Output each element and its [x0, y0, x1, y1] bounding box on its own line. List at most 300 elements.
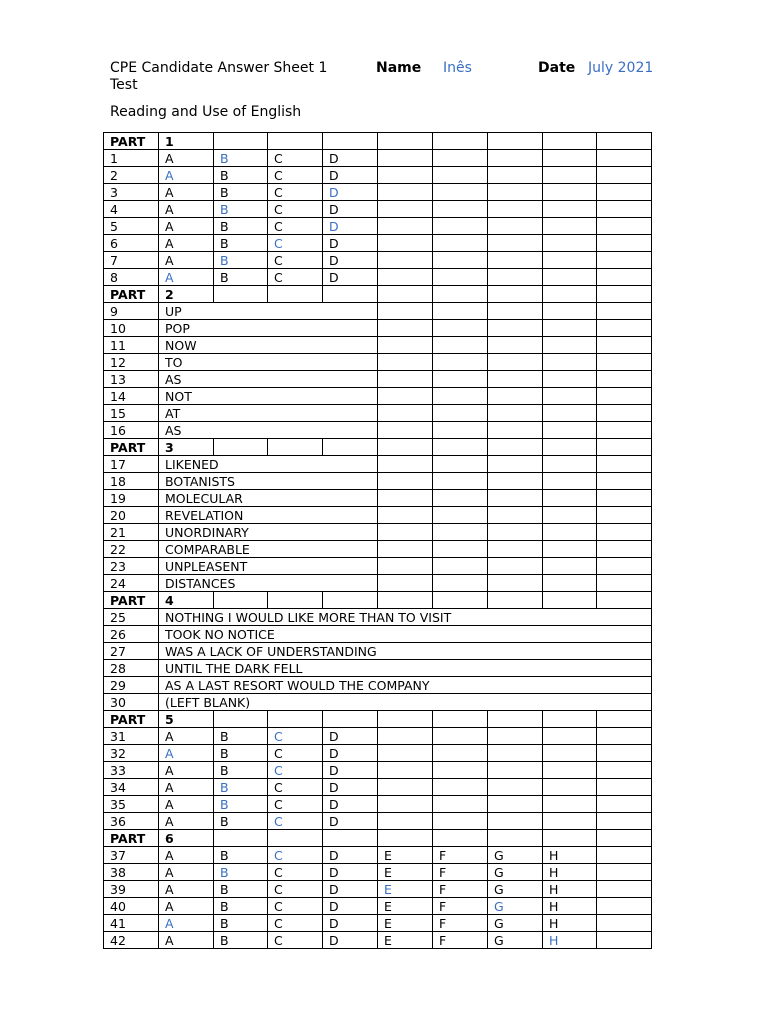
empty-cell: [597, 218, 652, 235]
name-label: Name: [376, 60, 422, 76]
option-cell-selected[interactable]: A: [159, 269, 214, 286]
option-cell[interactable]: B: [214, 932, 268, 949]
question-number: 20: [104, 507, 159, 524]
option-cell[interactable]: D: [323, 235, 378, 252]
answer-cell[interactable]: TOOK NO NOTICE: [159, 626, 652, 643]
empty-cell: [488, 422, 543, 439]
option-cell[interactable]: D: [323, 269, 378, 286]
empty-cell: [323, 592, 378, 609]
empty-cell: [323, 830, 378, 847]
empty-cell: [597, 864, 652, 881]
empty-cell: [488, 745, 543, 762]
empty-cell: [597, 813, 652, 830]
empty-cell: [214, 830, 268, 847]
option-cell[interactable]: D: [323, 813, 378, 830]
option-cell[interactable]: H: [543, 847, 597, 864]
empty-cell: [378, 405, 433, 422]
empty-cell: [488, 337, 543, 354]
option-cell[interactable]: C: [268, 915, 323, 932]
option-cell[interactable]: A: [159, 898, 214, 915]
option-cell[interactable]: A: [159, 881, 214, 898]
option-cell[interactable]: C: [268, 184, 323, 201]
option-cell-selected[interactable]: C: [268, 728, 323, 745]
empty-cell: [378, 371, 433, 388]
empty-cell: [433, 252, 488, 269]
option-cell[interactable]: C: [268, 269, 323, 286]
table-row: [104, 269, 652, 286]
empty-cell: [543, 779, 597, 796]
answer-cell[interactable]: UNORDINARY: [159, 524, 378, 541]
answer-cell[interactable]: AS A LAST RESORT WOULD THE COMPANY: [159, 677, 652, 694]
empty-cell: [488, 184, 543, 201]
empty-cell: [488, 558, 543, 575]
option-cell[interactable]: G: [488, 915, 543, 932]
empty-cell: [378, 269, 433, 286]
empty-cell: [597, 507, 652, 524]
option-cell[interactable]: B: [214, 167, 268, 184]
option-cell[interactable]: D: [323, 150, 378, 167]
option-cell[interactable]: D: [323, 762, 378, 779]
table-row: [104, 405, 652, 422]
empty-cell: [597, 201, 652, 218]
table-row: [104, 745, 652, 762]
empty-cell: [488, 762, 543, 779]
option-cell[interactable]: D: [323, 779, 378, 796]
empty-cell: [488, 269, 543, 286]
empty-cell: [597, 320, 652, 337]
question-number: 36: [104, 813, 159, 830]
empty-cell: [378, 575, 433, 592]
option-cell[interactable]: C: [268, 745, 323, 762]
option-cell[interactable]: C: [268, 864, 323, 881]
option-cell-selected[interactable]: A: [159, 167, 214, 184]
empty-cell: [433, 711, 488, 728]
empty-cell: [433, 337, 488, 354]
option-cell[interactable]: D: [323, 252, 378, 269]
option-cell[interactable]: A: [159, 932, 214, 949]
empty-cell: [597, 456, 652, 473]
empty-cell: [597, 439, 652, 456]
answer-cell[interactable]: NOT: [159, 388, 378, 405]
part-number: 1: [159, 133, 214, 150]
empty-cell: [488, 150, 543, 167]
empty-cell: [378, 201, 433, 218]
empty-cell: [597, 728, 652, 745]
answer-cell[interactable]: WAS A LACK OF UNDERSTANDING: [159, 643, 652, 660]
option-cell[interactable]: B: [214, 235, 268, 252]
empty-cell: [433, 745, 488, 762]
question-number: 38: [104, 864, 159, 881]
option-cell[interactable]: A: [159, 847, 214, 864]
empty-cell: [543, 133, 597, 150]
option-cell-selected[interactable]: A: [159, 915, 214, 932]
option-cell[interactable]: C: [268, 932, 323, 949]
option-cell[interactable]: A: [159, 864, 214, 881]
empty-cell: [543, 184, 597, 201]
table-row: [104, 167, 652, 184]
answer-cell[interactable]: UNTIL THE DARK FELL: [159, 660, 652, 677]
question-number: 42: [104, 932, 159, 949]
empty-cell: [543, 303, 597, 320]
empty-cell: [543, 269, 597, 286]
empty-cell: [488, 728, 543, 745]
empty-cell: [433, 592, 488, 609]
option-cell[interactable]: C: [268, 218, 323, 235]
empty-cell: [597, 881, 652, 898]
option-cell-selected[interactable]: B: [214, 252, 268, 269]
empty-cell: [543, 218, 597, 235]
option-cell[interactable]: H: [543, 898, 597, 915]
date-value: July 2021: [588, 60, 654, 76]
question-number: 2: [104, 167, 159, 184]
option-cell[interactable]: E: [378, 932, 433, 949]
option-cell-selected[interactable]: C: [268, 762, 323, 779]
option-cell-selected[interactable]: G: [488, 898, 543, 915]
option-cell[interactable]: A: [159, 796, 214, 813]
empty-cell: [543, 728, 597, 745]
empty-cell: [433, 507, 488, 524]
part-header-row: [104, 286, 652, 303]
option-cell[interactable]: C: [268, 201, 323, 218]
option-cell[interactable]: B: [214, 813, 268, 830]
empty-cell: [597, 269, 652, 286]
table-row: [104, 898, 652, 915]
option-cell[interactable]: H: [543, 881, 597, 898]
empty-cell: [378, 558, 433, 575]
empty-cell: [488, 473, 543, 490]
answer-cell[interactable]: NOW: [159, 337, 378, 354]
empty-cell: [543, 252, 597, 269]
empty-cell: [597, 337, 652, 354]
answer-cell[interactable]: TO: [159, 354, 378, 371]
empty-cell: [378, 796, 433, 813]
option-cell[interactable]: B: [214, 728, 268, 745]
part-header-row: [104, 439, 652, 456]
question-number: 27: [104, 643, 159, 660]
empty-cell: [378, 507, 433, 524]
question-number: 4: [104, 201, 159, 218]
option-cell[interactable]: B: [214, 898, 268, 915]
option-cell[interactable]: D: [323, 915, 378, 932]
part-number: 2: [159, 286, 214, 303]
option-cell[interactable]: A: [159, 728, 214, 745]
empty-cell: [268, 286, 323, 303]
table-row: [104, 881, 652, 898]
option-cell[interactable]: F: [433, 915, 488, 932]
empty-cell: [433, 150, 488, 167]
option-cell-selected[interactable]: B: [214, 779, 268, 796]
option-cell[interactable]: B: [214, 184, 268, 201]
option-cell[interactable]: D: [323, 745, 378, 762]
empty-cell: [378, 286, 433, 303]
question-number: 3: [104, 184, 159, 201]
option-cell[interactable]: D: [323, 167, 378, 184]
empty-cell: [488, 286, 543, 303]
empty-cell: [543, 558, 597, 575]
part-label: PART: [104, 830, 159, 847]
option-cell[interactable]: G: [488, 932, 543, 949]
table-row: [104, 660, 652, 677]
answer-cell[interactable]: UP: [159, 303, 378, 320]
answer-cell[interactable]: POP: [159, 320, 378, 337]
option-cell[interactable]: B: [214, 269, 268, 286]
option-cell[interactable]: A: [159, 762, 214, 779]
option-cell-selected[interactable]: E: [378, 881, 433, 898]
part-label: PART: [104, 711, 159, 728]
table-row: [104, 626, 652, 643]
option-cell[interactable]: D: [323, 881, 378, 898]
answer-cell[interactable]: MOLECULAR: [159, 490, 378, 507]
option-cell[interactable]: B: [214, 915, 268, 932]
empty-cell: [543, 711, 597, 728]
answer-cell[interactable]: UNPLEASENT: [159, 558, 378, 575]
option-cell[interactable]: G: [488, 847, 543, 864]
answer-cell[interactable]: AS: [159, 422, 378, 439]
option-cell[interactable]: A: [159, 201, 214, 218]
option-cell[interactable]: G: [488, 864, 543, 881]
question-number: 28: [104, 660, 159, 677]
question-number: 16: [104, 422, 159, 439]
option-cell[interactable]: C: [268, 779, 323, 796]
date-label: Date: [538, 60, 576, 76]
empty-cell: [597, 235, 652, 252]
option-cell[interactable]: E: [378, 847, 433, 864]
table-row: [104, 337, 652, 354]
empty-cell: [378, 762, 433, 779]
table-row: [104, 694, 652, 711]
table-row: [104, 541, 652, 558]
empty-cell: [488, 354, 543, 371]
option-cell[interactable]: F: [433, 932, 488, 949]
option-cell[interactable]: F: [433, 864, 488, 881]
question-number: 34: [104, 779, 159, 796]
empty-cell: [543, 201, 597, 218]
option-cell-selected[interactable]: B: [214, 864, 268, 881]
empty-cell: [597, 354, 652, 371]
option-cell[interactable]: D: [323, 932, 378, 949]
empty-cell: [378, 422, 433, 439]
option-cell[interactable]: F: [433, 898, 488, 915]
option-cell[interactable]: E: [378, 864, 433, 881]
part-header-row: [104, 133, 652, 150]
empty-cell: [378, 711, 433, 728]
table-row: [104, 371, 652, 388]
answer-table: [103, 132, 652, 949]
table-row: [104, 915, 652, 932]
empty-cell: [543, 422, 597, 439]
empty-cell: [378, 150, 433, 167]
empty-cell: [433, 558, 488, 575]
empty-cell: [597, 133, 652, 150]
option-cell[interactable]: D: [323, 898, 378, 915]
option-cell[interactable]: H: [543, 864, 597, 881]
empty-cell: [378, 184, 433, 201]
option-cell-selected[interactable]: D: [323, 184, 378, 201]
empty-cell: [433, 473, 488, 490]
option-cell[interactable]: A: [159, 235, 214, 252]
empty-cell: [433, 218, 488, 235]
answer-cell[interactable]: DISTANCES: [159, 575, 378, 592]
empty-cell: [597, 745, 652, 762]
option-cell[interactable]: C: [268, 796, 323, 813]
question-number: 39: [104, 881, 159, 898]
empty-cell: [433, 235, 488, 252]
option-cell[interactable]: G: [488, 881, 543, 898]
answer-cell[interactable]: BOTANISTS: [159, 473, 378, 490]
empty-cell: [214, 592, 268, 609]
option-cell[interactable]: C: [268, 167, 323, 184]
question-number: 29: [104, 677, 159, 694]
table-row: [104, 728, 652, 745]
empty-cell: [543, 371, 597, 388]
empty-cell: [543, 490, 597, 507]
empty-cell: [543, 405, 597, 422]
empty-cell: [597, 762, 652, 779]
option-cell[interactable]: B: [214, 881, 268, 898]
option-cell[interactable]: C: [268, 898, 323, 915]
answer-cell[interactable]: COMPARABLE: [159, 541, 378, 558]
question-number: 30: [104, 694, 159, 711]
empty-cell: [488, 167, 543, 184]
empty-cell: [488, 133, 543, 150]
option-cell[interactable]: D: [323, 864, 378, 881]
table-row: [104, 796, 652, 813]
empty-cell: [597, 541, 652, 558]
empty-cell: [433, 762, 488, 779]
option-cell[interactable]: A: [159, 150, 214, 167]
answer-cell[interactable]: LIKENED: [159, 456, 378, 473]
option-cell-selected[interactable]: C: [268, 847, 323, 864]
option-cell-selected[interactable]: D: [323, 218, 378, 235]
option-cell[interactable]: C: [268, 252, 323, 269]
empty-cell: [378, 218, 433, 235]
question-number: 8: [104, 269, 159, 286]
answer-cell[interactable]: REVELATION: [159, 507, 378, 524]
empty-cell: [488, 235, 543, 252]
empty-cell: [378, 235, 433, 252]
option-cell[interactable]: E: [378, 898, 433, 915]
option-cell[interactable]: A: [159, 813, 214, 830]
empty-cell: [597, 592, 652, 609]
option-cell-selected[interactable]: B: [214, 201, 268, 218]
answer-cell[interactable]: AT: [159, 405, 378, 422]
empty-cell: [597, 796, 652, 813]
empty-cell: [488, 830, 543, 847]
option-cell[interactable]: D: [323, 728, 378, 745]
empty-cell: [597, 252, 652, 269]
empty-cell: [378, 473, 433, 490]
answer-cell[interactable]: AS: [159, 371, 378, 388]
option-cell-selected[interactable]: C: [268, 813, 323, 830]
empty-cell: [268, 133, 323, 150]
question-number: 33: [104, 762, 159, 779]
option-cell[interactable]: C: [268, 150, 323, 167]
empty-cell: [597, 286, 652, 303]
option-cell-selected[interactable]: H: [543, 932, 597, 949]
answer-cell[interactable]: NOTHING I WOULD LIKE MORE THAN TO VISIT: [159, 609, 652, 626]
option-cell-selected[interactable]: B: [214, 796, 268, 813]
option-cell[interactable]: B: [214, 218, 268, 235]
question-number: 25: [104, 609, 159, 626]
empty-cell: [597, 932, 652, 949]
question-number: 7: [104, 252, 159, 269]
empty-cell: [378, 388, 433, 405]
table-row: [104, 932, 652, 949]
option-cell[interactable]: E: [378, 915, 433, 932]
empty-cell: [323, 286, 378, 303]
question-number: 31: [104, 728, 159, 745]
question-number: 40: [104, 898, 159, 915]
option-cell[interactable]: A: [159, 779, 214, 796]
table-row: [104, 354, 652, 371]
option-cell-selected[interactable]: B: [214, 150, 268, 167]
option-cell[interactable]: F: [433, 881, 488, 898]
part-label: PART: [104, 592, 159, 609]
table-row: [104, 643, 652, 660]
question-number: 12: [104, 354, 159, 371]
table-row: [104, 813, 652, 830]
empty-cell: [543, 524, 597, 541]
empty-cell: [543, 150, 597, 167]
empty-cell: [378, 354, 433, 371]
option-cell[interactable]: H: [543, 915, 597, 932]
empty-cell: [543, 830, 597, 847]
table-row: [104, 218, 652, 235]
empty-cell: [488, 439, 543, 456]
empty-cell: [378, 167, 433, 184]
empty-cell: [488, 592, 543, 609]
empty-cell: [323, 439, 378, 456]
empty-cell: [378, 252, 433, 269]
part-number: 3: [159, 439, 214, 456]
option-cell[interactable]: F: [433, 847, 488, 864]
empty-cell: [543, 473, 597, 490]
option-cell[interactable]: A: [159, 218, 214, 235]
option-cell[interactable]: D: [323, 201, 378, 218]
empty-cell: [323, 711, 378, 728]
empty-cell: [433, 422, 488, 439]
part-number: 6: [159, 830, 214, 847]
empty-cell: [214, 133, 268, 150]
option-cell-selected[interactable]: A: [159, 745, 214, 762]
empty-cell: [597, 847, 652, 864]
empty-cell: [597, 558, 652, 575]
option-cell[interactable]: B: [214, 847, 268, 864]
empty-cell: [323, 133, 378, 150]
question-number: 24: [104, 575, 159, 592]
empty-cell: [433, 830, 488, 847]
option-cell[interactable]: D: [323, 847, 378, 864]
empty-cell: [433, 796, 488, 813]
empty-cell: [543, 745, 597, 762]
option-cell[interactable]: B: [214, 762, 268, 779]
empty-cell: [543, 456, 597, 473]
empty-cell: [378, 320, 433, 337]
option-cell-selected[interactable]: C: [268, 235, 323, 252]
option-cell[interactable]: A: [159, 252, 214, 269]
empty-cell: [543, 235, 597, 252]
question-number: 18: [104, 473, 159, 490]
option-cell[interactable]: A: [159, 184, 214, 201]
empty-cell: [378, 728, 433, 745]
empty-cell: [597, 898, 652, 915]
option-cell[interactable]: C: [268, 881, 323, 898]
question-number: 23: [104, 558, 159, 575]
question-number: 11: [104, 337, 159, 354]
answer-cell[interactable]: (LEFT BLANK): [159, 694, 652, 711]
option-cell[interactable]: B: [214, 745, 268, 762]
option-cell[interactable]: D: [323, 796, 378, 813]
